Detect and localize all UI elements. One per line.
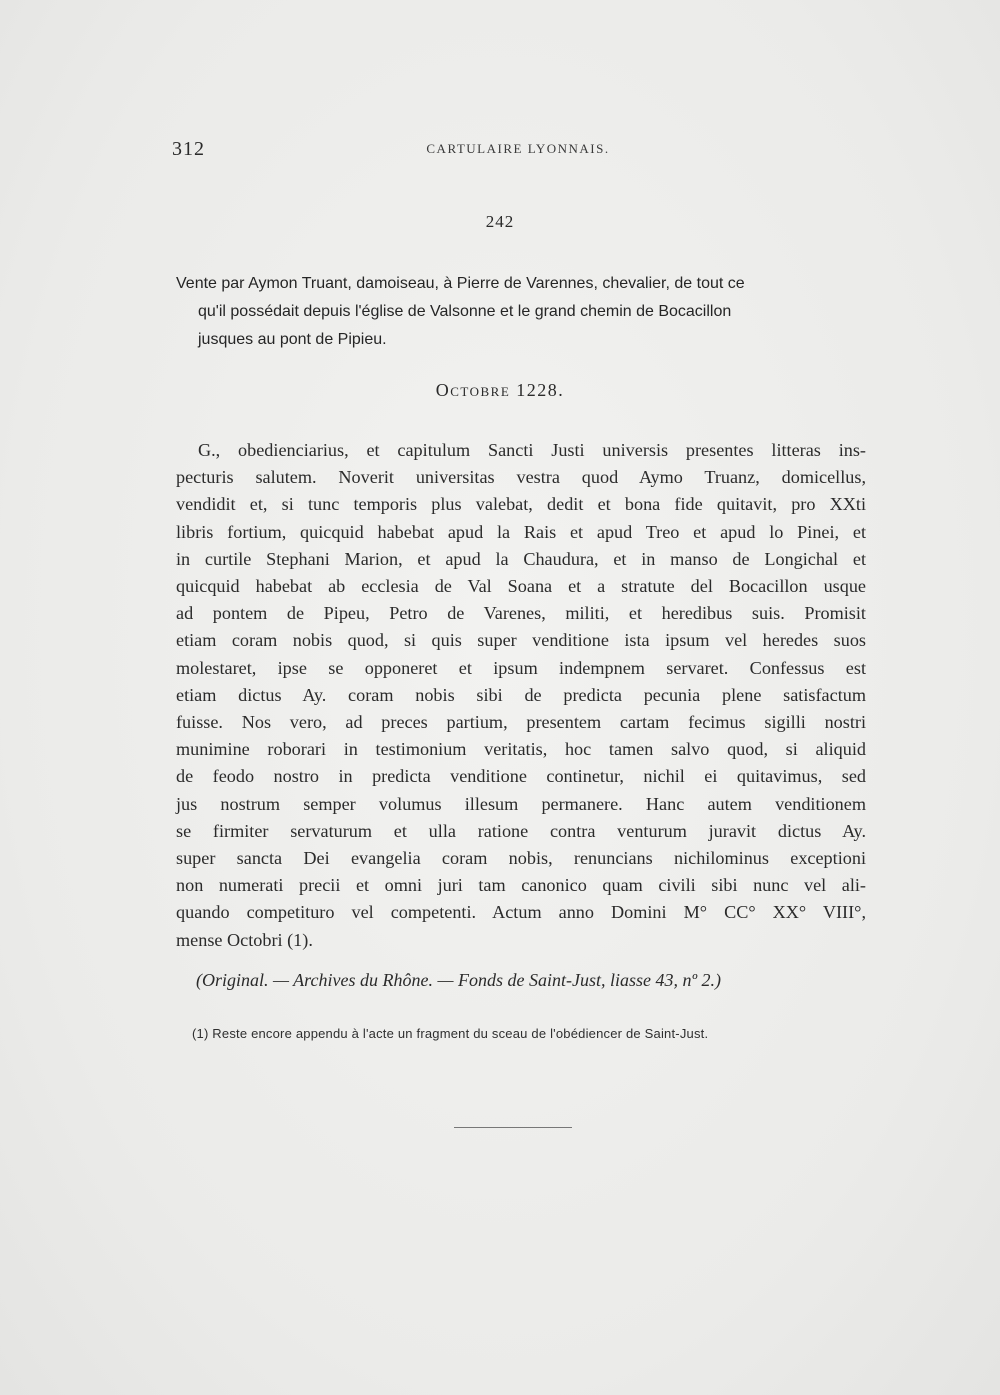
running-title: CARTULAIRE LYONNAIS.: [426, 141, 610, 156]
body-line: in curtile Stephani Marion, et apud la Chaudura, et in manso de Longichal et: [176, 548, 866, 569]
body-line: quicquid habebat ab ecclesia de Val Soana et a stratute del Bocacillon usque: [176, 576, 866, 597]
date-month: Octobre: [435, 380, 511, 400]
body-line: G., obedienciarius, et capitulum Sancti Justi universis presentes litteras ins-: [198, 440, 866, 460]
document-body: [176, 437, 866, 954]
body-line: super sancta Dei evangelia coram nobis, renuncians nichilominus exceptioni: [176, 848, 866, 869]
body-line: vendidit et, si tunc temporis plus valebat, dedit et bona fide quitavit, pro XXti: [176, 494, 866, 515]
body-line: quando competituro vel competenti. Actum anno Domini M° CC° XX° VIII°,: [176, 902, 866, 923]
body-line: munimine roborari in testimonium veritatis, hoc tamen salvo quod, si aliquid: [176, 739, 866, 760]
body-line: ad pontem de Pipeu, Petro de Varenes, militi, et heredibus suis. Promisit: [176, 603, 866, 624]
body-line: jus nostrum semper volumus illesum permanere. Hanc autem venditionem: [176, 793, 866, 814]
summary-line: Vente par Aymon Truant, damoiseau, à Pierre de Varennes, chevalier, de tout ce: [176, 275, 745, 292]
body-line: libris fortium, quicquid habebat apud la Rais et apud Treo et apud lo Pinei, et: [176, 521, 866, 542]
footnote: (1) Reste encore appendu à l'acte un fragment du sceau de l'obédiencer de Saint-Just.: [192, 1026, 709, 1041]
source-citation: (Original. — Archives du Rhône. — Fonds de Saint-Just, liasse 43, nº 2.): [196, 970, 722, 990]
body-line: etiam dictus Ay. coram nobis sibi de predicta pecunia plene satisfactum: [176, 684, 866, 705]
body-line: de feodo nostro in predicta venditione continetur, nichil ei quitavimus, sed: [176, 766, 866, 787]
page-number: 312: [172, 138, 205, 160]
summary-line: qu'il possédait depuis l'église de Valsonne et le grand chemin de Bocacillon: [198, 303, 732, 320]
body-line: pecturis salutem. Noverit universitas vestra quod Aymo Truanz, domicellus,: [176, 467, 866, 488]
body-line: etiam coram nobis quod, si quis super venditione ista ipsum vel heredes suos: [176, 630, 866, 651]
page-header: [172, 138, 864, 168]
date-year: 1228.: [516, 380, 565, 400]
document-date: [0, 380, 1000, 401]
body-line: se firmiter servaturum et ulla ratione contra venturum juravit dictus Ay.: [176, 820, 866, 841]
document-summary: [176, 270, 866, 354]
body-line: fuisse. Nos vero, ad preces partium, presentem cartam fecimus sigilli nostri: [176, 712, 866, 733]
body-line: mense Octobri (1).: [176, 929, 313, 950]
document-number: 242: [485, 212, 515, 231]
closing-rule: [454, 1127, 572, 1128]
body-line: molestaret, ipse se opponeret et ipsum indempnem servaret. Confessus est: [176, 657, 866, 678]
body-line: non numerati precii et omni juri tam canonico quam civili sibi nunc vel ali-: [176, 875, 866, 896]
summary-line: jusques au pont de Pipieu.: [198, 331, 387, 348]
